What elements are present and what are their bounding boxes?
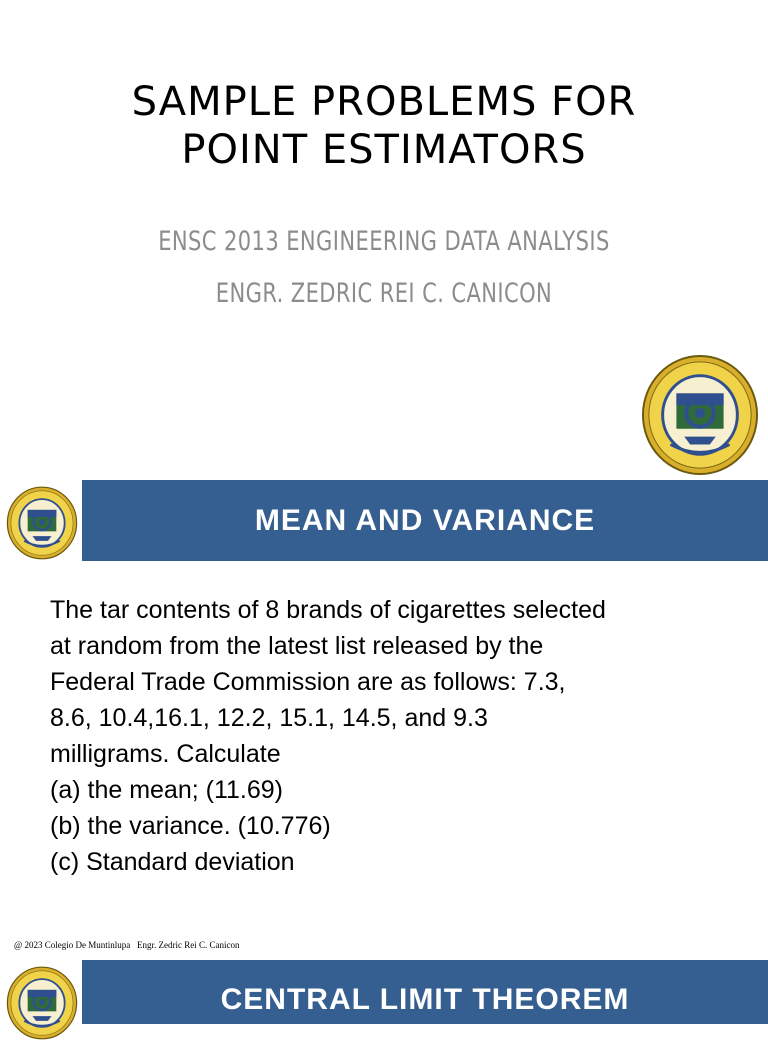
problem-line: Federal Trade Commission are as follows: 7.3, [50, 668, 566, 696]
problem-line: (a) the mean; (11.69) [50, 776, 283, 804]
title-line-2: POINT ESTIMATORS [181, 127, 587, 173]
course-subtitle: ENSC 2013 ENGINEERING DATA ANALYSIS [158, 226, 610, 257]
slide-footer: @ 2023 Colegio De Muntinlupa Engr. Zedric Rei C. Canicon [14, 940, 240, 950]
next-slide [0, 960, 768, 1024]
author-subtitle: ENGR. ZEDRIC REI C. CANICON [215, 278, 553, 309]
problem-line: (c) Standard deviation [50, 848, 295, 876]
problem-text [50, 592, 740, 880]
problem-slide [0, 480, 768, 960]
title-line-1: SAMPLE PROBLEMS FOR [131, 79, 637, 125]
problem-line: milligrams. Calculate [50, 740, 281, 768]
college-seal-logo-small [6, 966, 78, 1040]
section-heading-banner: CENTRAL LIMIT THEOREM [82, 960, 768, 1024]
slide-title [0, 78, 768, 174]
college-seal-logo-small [6, 486, 78, 560]
problem-line: The tar contents of 8 brands of cigarettes selected [50, 596, 606, 624]
section-heading-banner: MEAN AND VARIANCE [82, 480, 768, 561]
problem-line: at random from the latest list released by the [50, 632, 544, 660]
title-slide [0, 0, 768, 480]
college-seal-logo [641, 353, 759, 477]
problem-line: (b) the variance. (10.776) [50, 812, 331, 840]
problem-line: 8.6, 10.4,16.1, 12.2, 15.1, 14.5, and 9.3 [50, 704, 488, 732]
